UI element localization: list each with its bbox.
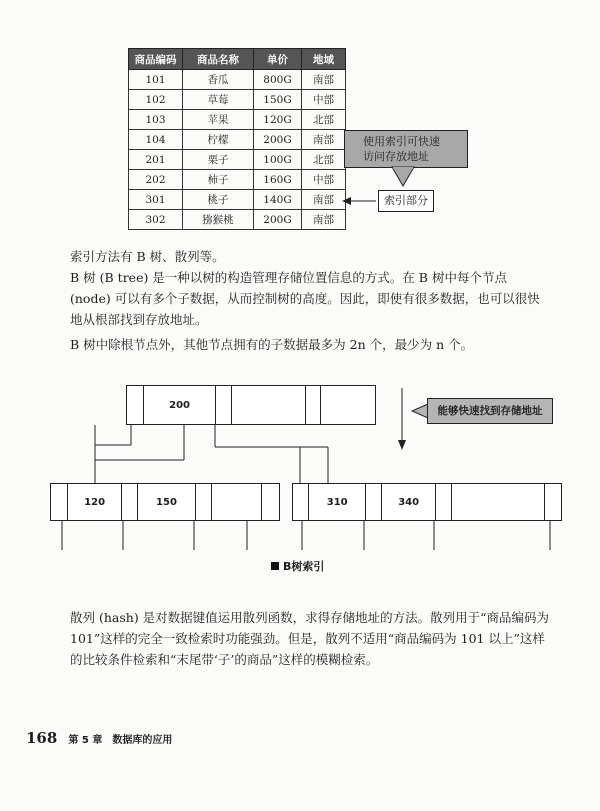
root-key-cell xyxy=(144,386,216,424)
pointer-cell xyxy=(127,386,144,424)
btree-right-leaf xyxy=(292,483,562,521)
paragraph-4: 散列 (hash) 是对数据键值运用散列函数，求得存储地址的方法。散列用于“商品编码为 101”这样的完全一致检索时功能强劲。但是，散列不适用“商品编码为 101 以上”这样的比较条件检索和“末尾带‘子’的商品”这样的模糊检索。 xyxy=(70,610,550,667)
root-key: 200 xyxy=(169,399,191,411)
cell: 200G xyxy=(254,130,302,150)
chapter-title: 第 5 章 数据库的应用 xyxy=(68,735,173,746)
callout-line-1: 使用索引可快速 xyxy=(363,135,440,148)
pointer-cell xyxy=(196,484,212,520)
cell: 南部 xyxy=(302,190,346,210)
header-region: 地域 xyxy=(302,49,346,70)
cell: 桃子 xyxy=(183,190,254,210)
empty-key-cell xyxy=(321,386,375,424)
pointer-cell xyxy=(366,484,382,520)
btree-root-node xyxy=(126,385,376,425)
speech-pointer xyxy=(412,404,428,418)
cell: 苹果 xyxy=(183,110,254,130)
paragraph-2: B 树 (B tree) 是一种以树的构造管理存储位置信息的方式。在 B 树中每个节点 (node) 可以有多个子数据，从而控制树的高度。因此，即使有很多数据，也可以很快地从根部找到存放地址。 xyxy=(70,270,540,327)
cell: 中部 xyxy=(302,170,346,190)
callout-line-2: 访问存放地址 xyxy=(363,150,429,163)
header-code: 商品编码 xyxy=(129,49,183,70)
empty-key-cell xyxy=(452,484,545,520)
pointer-cell xyxy=(122,484,138,520)
header-price: 单价 xyxy=(254,49,302,70)
leaf-key-cell xyxy=(309,484,367,520)
pointer-cell xyxy=(216,386,232,424)
cell: 102 xyxy=(129,90,183,110)
cell: 柿子 xyxy=(183,170,254,190)
cell: 200G xyxy=(254,210,302,230)
cell: 南部 xyxy=(302,210,346,230)
pointer-cell xyxy=(262,484,279,520)
cell: 101 xyxy=(129,70,183,90)
leaf-key-cell xyxy=(138,484,195,520)
cell: 南部 xyxy=(302,130,346,150)
cell: 201 xyxy=(129,150,183,170)
cell: 800G xyxy=(254,70,302,90)
cell: 中部 xyxy=(302,90,346,110)
page-footer xyxy=(26,728,172,747)
cell: 草莓 xyxy=(183,90,254,110)
fast-find-callout: 能够快速找到存储地址 xyxy=(427,398,553,424)
paragraph-3: B 树中除根节点外，其他节点拥有的子数据最多为 2n 个，最少为 n 个。 xyxy=(70,337,474,352)
cell: 北部 xyxy=(302,110,346,130)
pointer-cell xyxy=(545,484,561,520)
down-arrow-head xyxy=(398,440,406,450)
caption-square-icon xyxy=(271,562,279,570)
paragraph-1: 索引方法有 B 树、散列等。 xyxy=(70,249,225,264)
cell: 100G xyxy=(254,150,302,170)
cell: 柠檬 xyxy=(183,130,254,150)
empty-key-cell xyxy=(232,386,305,424)
cell: 302 xyxy=(129,210,183,230)
cell: 301 xyxy=(129,190,183,210)
btree-left-leaf xyxy=(50,483,280,521)
cell: 栗子 xyxy=(183,150,254,170)
left-key-2: 150 xyxy=(156,496,177,508)
pointer-cell xyxy=(436,484,452,520)
cell: 南部 xyxy=(302,70,346,90)
left-key-1: 120 xyxy=(84,496,106,508)
cell: 160G xyxy=(254,170,302,190)
caption-text: B树索引 xyxy=(283,560,325,573)
leaf-key-cell xyxy=(68,484,123,520)
right-key-2: 340 xyxy=(398,496,420,508)
cell: 150G xyxy=(254,90,302,110)
cell: 香瓜 xyxy=(183,70,254,90)
leaf-key-cell xyxy=(382,484,436,520)
header-name: 商品名称 xyxy=(183,49,254,70)
cell: 猕猴桃 xyxy=(183,210,254,230)
cell: 140G xyxy=(254,190,302,210)
index-part-label: 索引部分 xyxy=(378,190,434,212)
pointer-cell xyxy=(306,386,322,424)
pointer-cell xyxy=(51,484,68,520)
empty-key-cell xyxy=(212,484,263,520)
page-number: 168 xyxy=(26,729,58,747)
figure-caption xyxy=(271,558,324,574)
cell: 120G xyxy=(254,110,302,130)
cell: 103 xyxy=(129,110,183,130)
right-key-1: 310 xyxy=(326,496,348,508)
pointer-cell xyxy=(293,484,309,520)
cell: 202 xyxy=(129,170,183,190)
cell: 104 xyxy=(129,130,183,150)
cell: 北部 xyxy=(302,150,346,170)
